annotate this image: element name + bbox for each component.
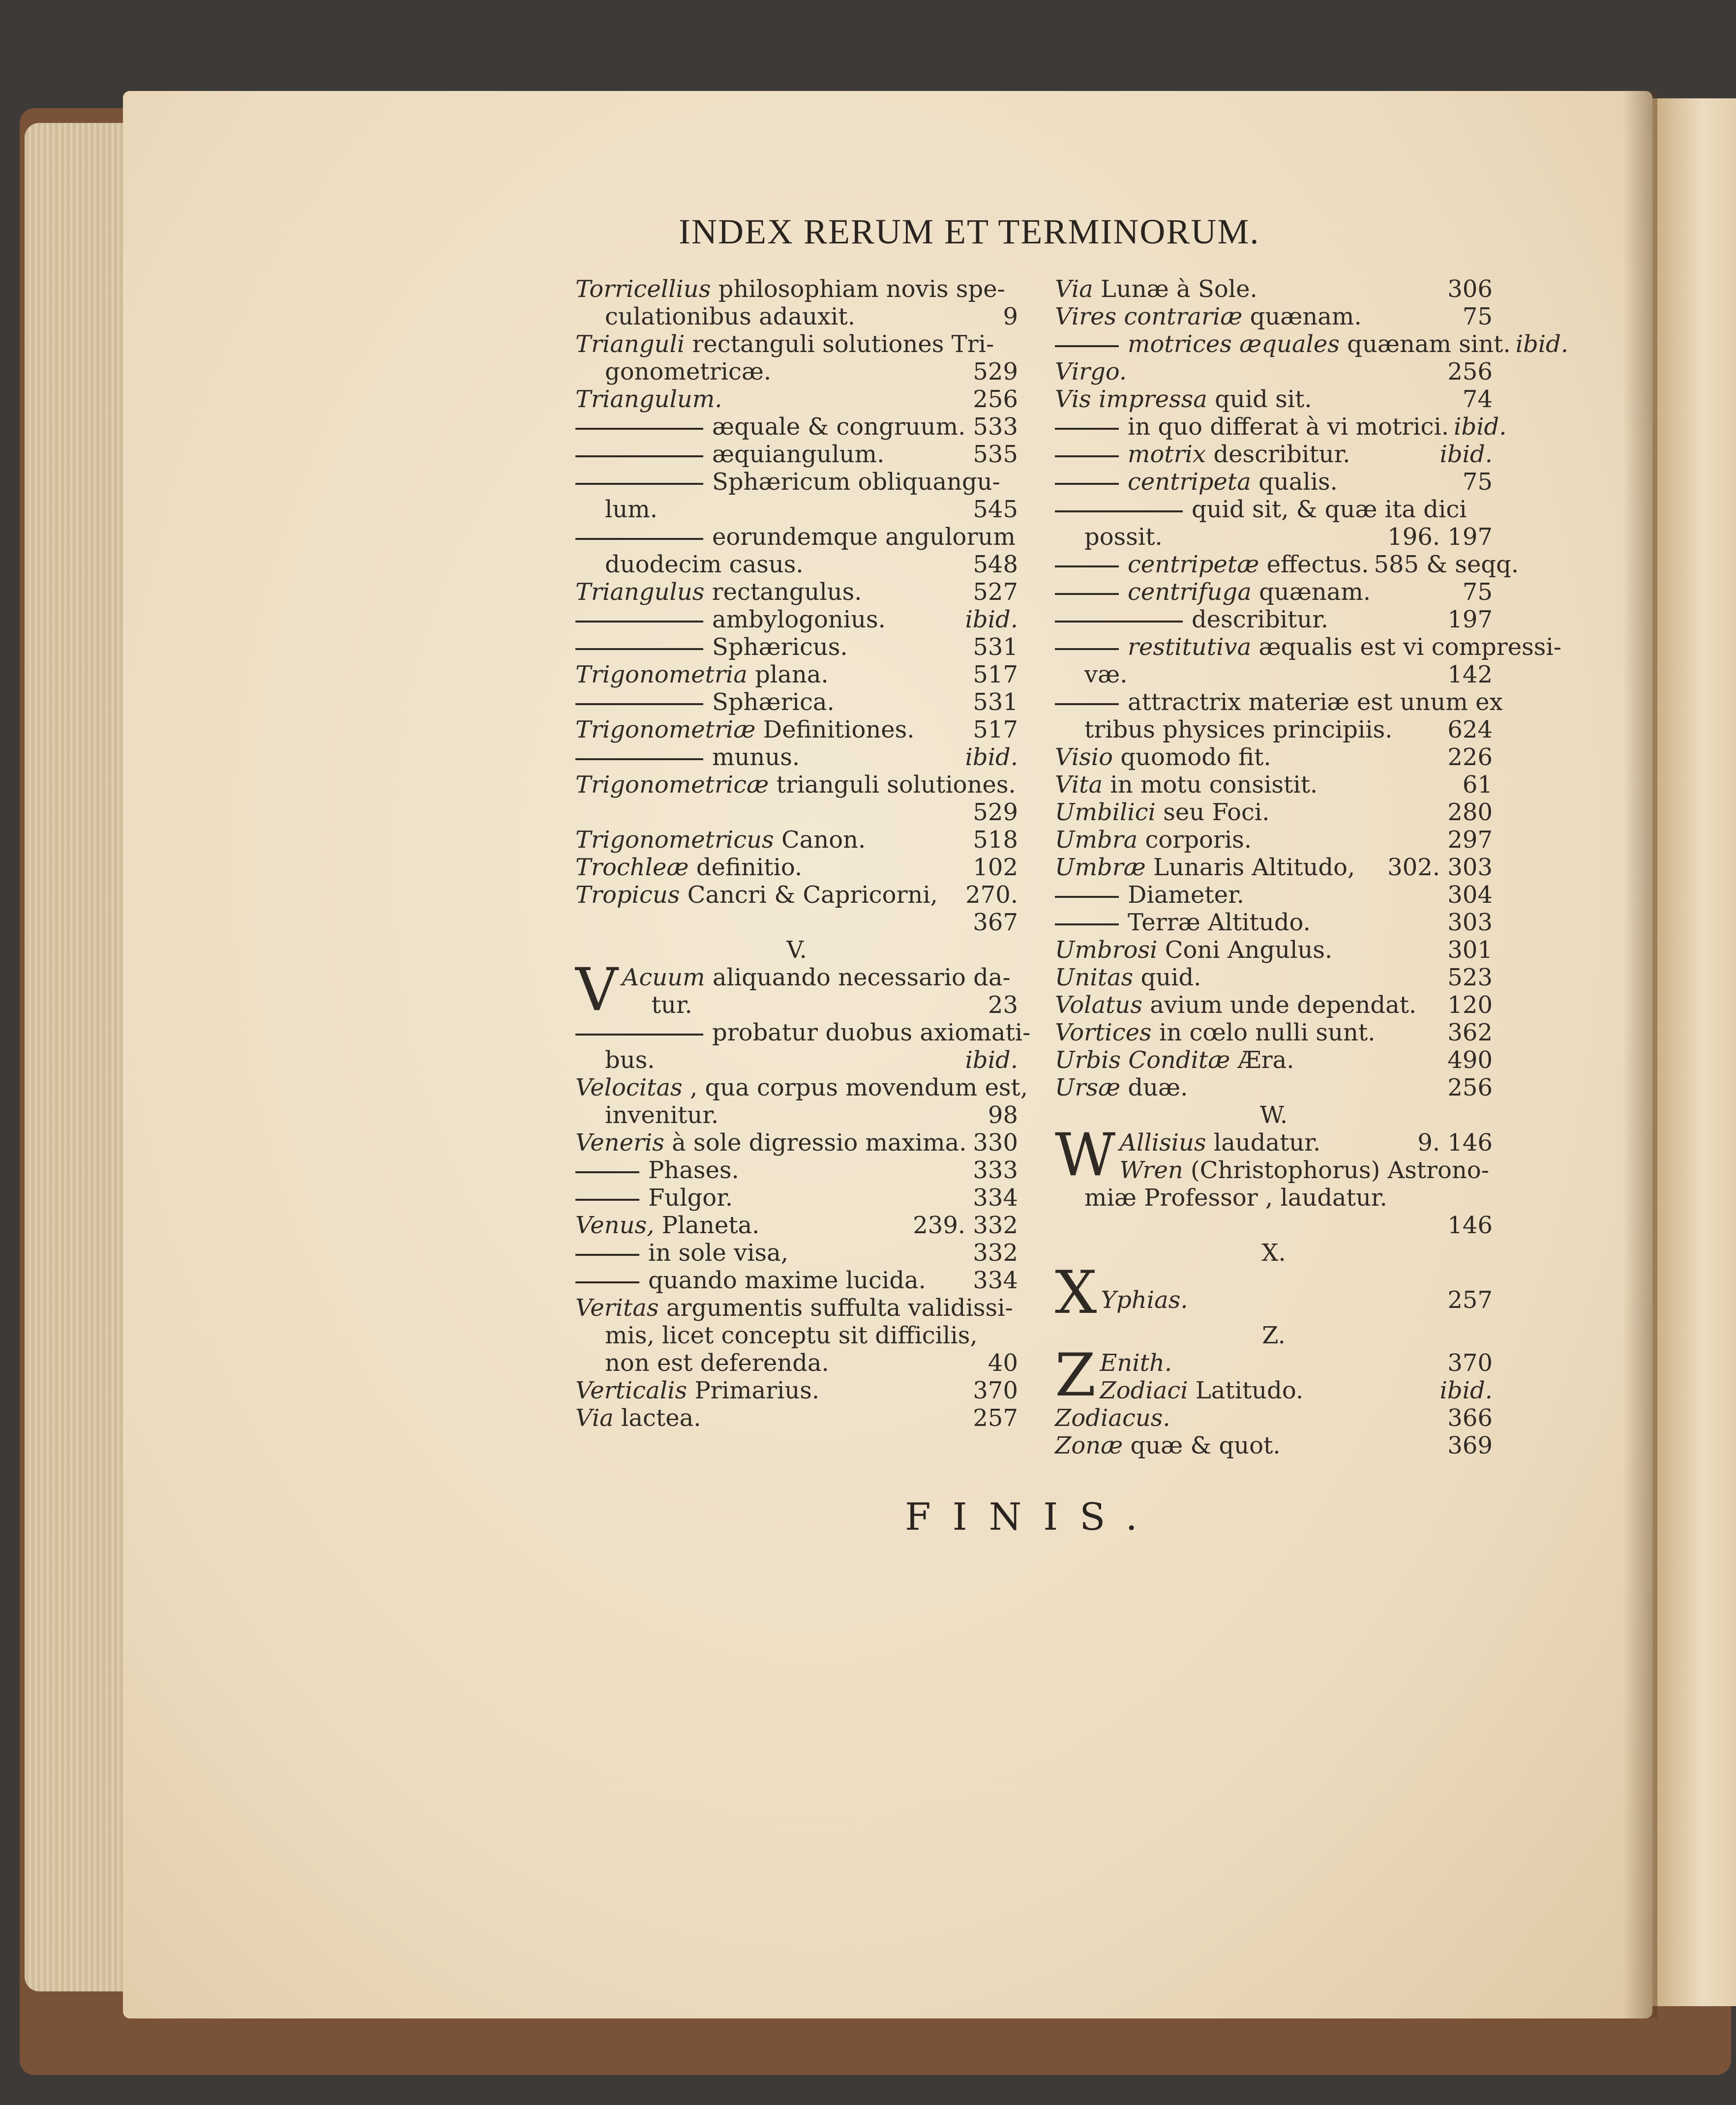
- index-entry: Trigonometricus Canon. 518: [575, 826, 1018, 854]
- section-heading-v: V.: [786, 936, 807, 964]
- index-entry: Fulgor. 334: [575, 1184, 1018, 1212]
- index-entry: in sole visa, 332: [575, 1239, 1018, 1267]
- index-entry: æquale & congruum. 533: [575, 413, 1018, 441]
- index-entry: Allisius laudatur. 9. 146: [1119, 1129, 1493, 1156]
- index-entry-dropcap: [1055, 1341, 1493, 1410]
- index-entry: quando maxime lucida. 334: [575, 1267, 1018, 1294]
- index-entry: attractrix materiæ est unum ex: [1055, 688, 1493, 716]
- gutter-shadow: [1623, 91, 1657, 2018]
- index-entry: Volatus avium unde dependat. 120: [1055, 991, 1493, 1019]
- page-edges: [25, 123, 133, 1991]
- index-entry: Umbra corporis. 297: [1055, 826, 1493, 854]
- index-entry: centripeta qualis. 75: [1055, 468, 1493, 496]
- index-entry: Triangulum. 256: [575, 385, 1018, 413]
- index-entry: Via lactea. 257: [575, 1404, 1018, 1432]
- index-entry: Veneris à sole digressio maxima. 330: [575, 1129, 1018, 1156]
- index-entry: Wren (Christophorus) Astrono-: [1119, 1156, 1490, 1184]
- index-entry: Zodiaci Latitudo. ibid.: [1100, 1377, 1493, 1404]
- index-entry: Tropicus Cancri & Capricorni, 270.: [575, 881, 1018, 909]
- index-entry: Via Lunæ à Sole. 306: [1055, 275, 1493, 303]
- index-column-left: [575, 275, 1031, 1432]
- index-entry: mis, licet conceptu sit difficilis,: [605, 1322, 978, 1349]
- index-entry: Visio quomodo fit. 226: [1055, 743, 1493, 771]
- index-entry: Vires contrariæ quænam. 75: [1055, 303, 1493, 330]
- index-entry: culationibus adauxit. 9: [605, 303, 1018, 330]
- drop-cap: V: [575, 956, 618, 1024]
- index-entry: motrix describitur. ibid.: [1055, 441, 1493, 468]
- index-entry: væ. 142: [1084, 661, 1493, 688]
- index-entry: Trigonometricæ trianguli solutiones.: [575, 771, 1016, 799]
- index-entry: munus. ibid.: [575, 743, 1018, 771]
- index-entry: Yphias. 257: [1101, 1286, 1493, 1314]
- index-entry: duodecim casus. 548: [605, 551, 1018, 578]
- drop-cap: Z: [1055, 1341, 1096, 1410]
- index-entry: non est deferenda. 40: [605, 1349, 1018, 1377]
- index-entry: Vis impressa quid sit. 74: [1055, 385, 1493, 413]
- index-entry: Trigonometriæ Definitiones. 517: [575, 716, 1018, 743]
- index-entry: Unitas quid. 523: [1055, 964, 1493, 991]
- page-title: INDEX RERUM ET TERMINORUM.: [679, 212, 1260, 251]
- index-entry: describitur. 197: [1055, 606, 1493, 633]
- index-entry: æquiangulum. 535: [575, 441, 1018, 468]
- index-entry: 146: [1447, 1212, 1493, 1239]
- index-entry: Trianguli rectanguli solutiones Tri-: [575, 330, 994, 358]
- index-entry: gonometricæ. 529: [605, 358, 1018, 385]
- index-entry: tribus physices principiis. 624: [1084, 716, 1493, 743]
- index-entry-dropcap: [1055, 1259, 1493, 1327]
- index-entry: Umbræ Lunaris Altitudo, 302. 303: [1055, 854, 1493, 881]
- index-entry: Virgo. 256: [1055, 358, 1493, 385]
- index-entry: 367: [973, 909, 1018, 936]
- index-entry: Zonæ quæ & quot. 369: [1055, 1432, 1493, 1459]
- index-entry: Sphærica. 531: [575, 688, 1018, 716]
- index-entry: Veritas argumentis suffulta validissi-: [575, 1294, 1013, 1322]
- drop-cap: W: [1055, 1121, 1116, 1189]
- index-entry: Diameter. 304: [1055, 881, 1493, 909]
- index-entry: Torricellius philosophiam novis spe-: [575, 275, 1005, 303]
- index-entry: 529: [973, 799, 1018, 826]
- section-heading-w: W.: [1259, 1101, 1288, 1129]
- index-entry: motrices æquales quænam sint. ibid.: [1055, 330, 1493, 358]
- index-entry: Phases. 333: [575, 1156, 1018, 1184]
- index-entry: Sphæricum obliquangu-: [575, 468, 1018, 496]
- index-entry-dropcap: [1055, 1121, 1493, 1189]
- index-entry: Enith. 370: [1100, 1349, 1493, 1377]
- index-entry: quid sit, & quæ ita dici: [1055, 496, 1493, 523]
- index-entry: Verticalis Primarius. 370: [575, 1377, 1018, 1404]
- index-entry: Terræ Altitudo. 303: [1055, 909, 1493, 936]
- index-entry: Ursæ duæ. 256: [1055, 1074, 1493, 1101]
- index-entry: invenitur. 98: [605, 1101, 1018, 1129]
- index-entry: Trigonometria plana. 517: [575, 661, 1018, 688]
- index-entry: Velocitas , qua corpus movendum est,: [575, 1074, 1028, 1101]
- index-entry: miæ Professor , laudatur.: [1084, 1184, 1387, 1212]
- index-entry: Trochleæ definitio. 102: [575, 854, 1018, 881]
- index-entry: Vita in motu consistit. 61: [1055, 771, 1493, 799]
- index-entry: Sphæricus. 531: [575, 633, 1018, 661]
- index-column-right: [1055, 275, 1569, 1459]
- index-entry: possit. 196. 197: [1084, 523, 1493, 551]
- index-entry: Urbis Conditæ Æra. 490: [1055, 1046, 1493, 1074]
- index-entry: centripetæ effectus. 585 & seqq.: [1055, 551, 1493, 578]
- index-entry: Venus, Planeta. 239. 332: [575, 1212, 1018, 1239]
- index-entry-dropcap: [575, 956, 1018, 1024]
- index-entry: Zodiacus. 366: [1055, 1404, 1493, 1432]
- index-entry: ambylogonius. ibid.: [575, 606, 1018, 633]
- finis-text: FINIS.: [905, 1495, 1159, 1539]
- index-entry: centrifuga quænam. 75: [1055, 578, 1493, 606]
- index-entry: Triangulus rectangulus. 527: [575, 578, 1018, 606]
- section-heading-z: Z.: [1262, 1322, 1286, 1349]
- drop-cap: X: [1055, 1259, 1097, 1327]
- index-entry: Umbilici seu Foci. 280: [1055, 799, 1493, 826]
- section-heading-x: X.: [1261, 1239, 1286, 1267]
- index-entry: Umbrosi Coni Angulus. 301: [1055, 936, 1493, 964]
- index-entry: restitutiva æqualis est vi compressi-: [1055, 633, 1493, 661]
- index-entry: eorundemque angulorum: [575, 523, 1018, 551]
- index-entry: Vortices in cœlo nulli sunt. 362: [1055, 1019, 1493, 1046]
- facing-page-edge: [1652, 98, 1736, 2006]
- index-entry: Acuum aliquando necessario da-: [622, 964, 1011, 991]
- index-entry: probatur duobus axiomati-: [575, 1019, 1018, 1046]
- index-entry: lum. 545: [605, 496, 1018, 523]
- index-entry: bus. ibid.: [605, 1046, 1018, 1074]
- index-entry: tur. 23: [651, 991, 1018, 1019]
- index-entry: in quo differat à vi motrici. ibid.: [1055, 413, 1493, 441]
